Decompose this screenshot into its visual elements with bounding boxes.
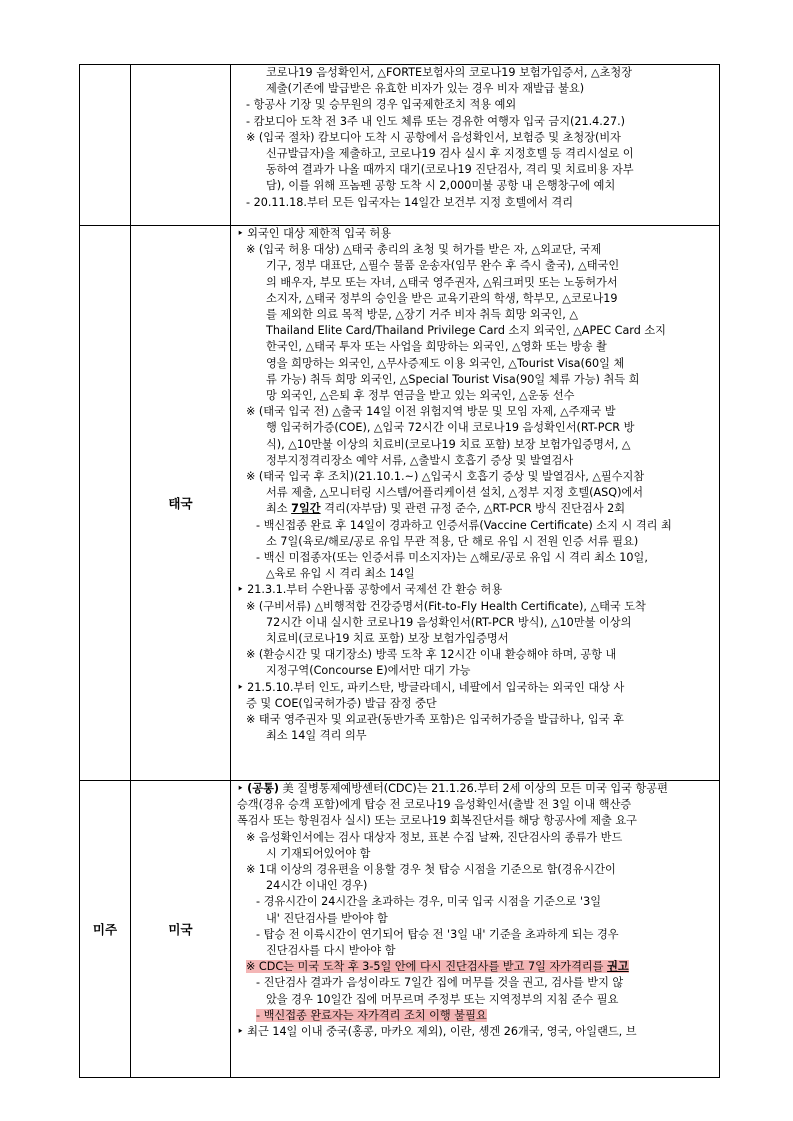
line-text: 소 7일(육로/해로/공로 유입 무관 적용, 단 해로 유입 시 전원 인증 서류 필요): [266, 534, 639, 548]
content-line: [237, 712, 715, 728]
content-line: [237, 615, 715, 631]
content-line: [237, 911, 715, 927]
line-text: - 탑승 전 이륙시간이 연기되어 탑승 전 '3일 내' 기준을 초과하게 되는 경우: [256, 927, 619, 941]
line-text: 를 제외한 의료 목적 방문, △장기 거주 비자 취득 희망 외국인, △: [266, 308, 579, 322]
content-line: [237, 927, 715, 943]
line-text: 코로나19 음성확인서, △FORTE보험사의 코로나19 보험가입증서, △초청장: [266, 66, 633, 79]
table-row: [80, 226, 720, 781]
line-text: 신규발급자)을 제출하고, 코로나19 검사 실시 후 지정호텔 등 격리시설로 이: [266, 147, 634, 161]
line-text: 최소 14일 격리 의무: [266, 729, 367, 743]
content-line: [237, 258, 715, 274]
content-line: [237, 550, 715, 566]
line-text: ※ (태국 입국 후 조치)(21.10.1.~) △입국시 호흡기 증상 및 발열검사, △필수지참: [246, 470, 645, 484]
content-line: [237, 275, 715, 291]
content-line: [237, 323, 715, 339]
line-text: 72시간 이내 실시한 코로나19 음성확인서(RT-PCR 방식), △10만불 이상의: [266, 615, 632, 629]
content-line: [237, 114, 715, 130]
line-text: ※ 1대 이상의 경유편을 이용할 경우 첫 탑승 시점을 기준으로 함(경유시간이: [246, 863, 616, 877]
content-line: [237, 404, 715, 420]
content-line: [237, 862, 715, 878]
line-text: - 백신 미접종자(또는 인증서류 미소지자)는 △해로/공로 유입 시 격리 최소 10일,: [256, 551, 648, 565]
content-line: [237, 242, 715, 258]
line-text: 격리(자부담) 및 관련 규정 준수, △RT-PCR 방식 진단검사 2회: [320, 502, 626, 516]
content-line: [237, 356, 715, 372]
content-cell: [231, 65, 720, 226]
bold-label: (공통): [247, 782, 279, 795]
content-line: [237, 797, 715, 813]
line-text: 식), △10만불 이상의 치료비(코로나19 치료 포함) 보장 보험가입증명서, △: [266, 437, 631, 451]
content-line: [237, 501, 715, 517]
content-line: [237, 1024, 715, 1040]
line-text: ※ (입국 허용 대상) △태국 총리의 초청 및 허가를 받은 자, △외교단, 국제: [246, 243, 602, 257]
content-line: [237, 631, 715, 647]
content-line: [237, 437, 715, 453]
line-text: 진단검사를 다시 받아야 함: [266, 944, 396, 958]
country-cell: [131, 65, 231, 226]
content-line: [237, 943, 715, 959]
content-line: [237, 307, 715, 323]
line-text: ‣ 외국인 대상 제한적 입국 허용: [237, 227, 392, 240]
table-row: [80, 781, 720, 1078]
content-line: [237, 680, 715, 696]
line-text: 았을 경우 10일간 집에 머무르며 주정부 또는 지역정부의 지침 준수 필요: [266, 992, 619, 1006]
content-line: [237, 1008, 715, 1024]
line-text: Thailand Elite Card/Thailand Privilege Card 소지 외국인, △APEC Card 소지: [266, 324, 666, 338]
content-line: [237, 97, 715, 113]
line-text: ‣ 최근 14일 이내 중국(홍콩, 마카오 제외), 이란, 솅겐 26개국, 영국, 아일랜드, 브: [237, 1025, 637, 1039]
content-line: [237, 534, 715, 550]
content-line: [237, 599, 715, 615]
content-line: ‣ (공통) 美 질병통제예방센터(CDC)는 21.1.26.부터 2세 이상의 모든 미국 입국 항공편: [237, 782, 668, 795]
line-text: ※ (태국 입국 전) △출국 14일 이전 위험지역 방문 및 모임 자제, △주재국 발: [246, 405, 616, 419]
content-line: [237, 846, 715, 862]
line-text: 소지자, △태국 정부의 승인을 받은 교육기관의 학생, 학부모, △코로나19: [266, 291, 618, 305]
line-text: △육로 유입 시 격리 최소 14일: [266, 567, 415, 581]
underlined-emphasis: 7일간: [291, 502, 321, 516]
content-line: [237, 959, 715, 975]
content-line: [237, 696, 715, 712]
content-line: [237, 728, 715, 744]
line-text: - 진단검사 결과가 음성이라도 7일간 집에 머무를 것을 권고, 검사를 받지 않: [256, 976, 624, 990]
content-line: [237, 146, 715, 162]
content-line: [237, 130, 715, 146]
line-text: 승객(경유 승객 포함)에게 탑승 전 코로나19 음성확인서(출발 전 3일 이내 핵산증: [237, 798, 632, 812]
content-line: [237, 485, 715, 501]
content-line: [237, 647, 715, 663]
content-line: [237, 663, 715, 679]
content-line: [237, 162, 715, 178]
country-cell: 태국: [131, 226, 231, 781]
content-line: [237, 291, 715, 307]
content-line: [237, 566, 715, 582]
content-cell: [231, 781, 720, 1078]
line-text: - 캄보디아 도착 전 3주 내 인도 체류 또는 경유한 여행자 입국 금지(21.4.27.): [246, 114, 625, 128]
line-text: 행 입국허가증(COE), △입국 72시간 이내 코로나19 음성확인서(RT-PCR 방: [266, 421, 635, 435]
line-text: 동하여 결과가 나올 때까지 대기(코로나19 진단검사, 격리 및 치료비용 자부: [266, 163, 634, 177]
content-line: [237, 469, 715, 485]
content-line: [237, 830, 715, 846]
line-text: - 백신접종 완료자는 자가격리 조치 이행 불필요: [256, 1008, 487, 1022]
content-line: [237, 518, 715, 534]
content-line: [237, 65, 715, 81]
content-line: [237, 878, 715, 894]
table-row: [80, 65, 720, 226]
content-line: [237, 372, 715, 388]
line-text: ※ 음성확인서에는 검사 대상자 정보, 표본 수집 날짜, 진단검사의 종류가 반드: [246, 830, 623, 844]
line-text: 기구, 정부 대표단, △필수 물품 운송자(임무 완수 후 즉시 출국), △태국인: [266, 259, 620, 273]
content-line: [237, 894, 715, 910]
line-text: 담), 이를 위해 프놈펜 공항 도착 시 2,000미불 공항 내 은행창구에 예치: [266, 179, 616, 193]
line-text: - 경유시간이 24시간을 초과하는 경우, 미국 입국 시점을 기준으로 '3일: [256, 895, 602, 909]
content-line: [237, 81, 715, 97]
region-cell: [80, 65, 131, 226]
line-text: 류 가능) 취득 희망 외국인, △Special Tourist Visa(90일 체류 가능) 취득 희: [266, 372, 640, 386]
line-text: ‣ 21.3.1.부터 수완나품 공항에서 국제선 간 환승 허용: [237, 583, 503, 597]
line-text: 한국인, △태국 투자 또는 사업을 희망하는 외국인, △영화 또는 방송 촬: [266, 340, 607, 354]
content-line: [237, 178, 715, 194]
content-line: [237, 339, 715, 355]
line-text: 시 기재되어있어야 함: [266, 846, 371, 860]
travel-restriction-table: [79, 64, 720, 1078]
region-cell: 미주: [80, 781, 131, 1078]
content-line: [237, 453, 715, 469]
line-text: 의 배우자, 부모 또는 자녀, △태국 영주권자, △워크퍼밋 또는 노동허가서: [266, 275, 618, 289]
line-text: 망 외국인, △은퇴 후 정부 연금을 받고 있는 외국인, △운동 선수: [266, 389, 575, 403]
content-line: [237, 582, 715, 598]
content-line: [237, 226, 715, 242]
line-text: ※ (환승시간 및 대기장소) 방콕 도착 후 12시간 이내 환승해야 하며, 공항 내: [246, 648, 617, 662]
line-text: 제출(기존에 발급받은 유효한 비자가 있는 경우 비자 재발급 불요): [266, 82, 585, 96]
line-text: 서류 제출, △모니터링 시스템/어플리케이션 설치, △정부 지정 호텔(ASQ)에서: [266, 486, 644, 500]
country-cell: 미국: [131, 781, 231, 1078]
content-cell: [231, 226, 720, 781]
line-text: 美 질병통제예방센터(CDC)는 21.1.26.부터 2세 이상의 모든 미국 입국 항공편: [279, 782, 668, 795]
line-prefix: ※ CDC는 미국 도착 후 3-5일 안에 다시 진단검사를 받고 7일 자가격리를: [246, 960, 608, 974]
line-text: - 항공사 기장 및 승무원의 경우 입국제한조치 적용 예외: [246, 98, 517, 112]
line-text: 내' 진단검사를 받아야 함: [266, 911, 388, 925]
content-line: [237, 975, 715, 991]
line-text: 지정구역(Concourse E)에서만 대기 가능: [266, 664, 471, 678]
line-text: 치료비(코로나19 치료 포함) 보장 보험가입증명서: [266, 632, 509, 646]
line-text: 영을 희망하는 외국인, △무사증제도 이용 외국인, △Tourist Visa(60일 체: [266, 356, 625, 370]
content-line: [237, 420, 715, 436]
content-line: [237, 195, 715, 211]
region-cell: [80, 226, 131, 781]
line-text: - 20.11.18.부터 모든 입국자는 14일간 보건부 지정 호텔에서 격리: [246, 195, 574, 209]
content-line: [237, 813, 715, 829]
line-text: ‣ 21.5.10.부터 인도, 파키스탄, 방글라데시, 네팔에서 입국하는 외국인 대상 사: [237, 680, 625, 694]
line-text: ※ (입국 절차) 캄보디아 도착 시 공항에서 음성확인서, 보험증 및 초청장(비자: [246, 130, 621, 144]
line-text: ※ (구비서류) △비행적합 건강증명서(Fit-to-Fly Health Certificate), △태국 도착: [246, 599, 646, 613]
line-text: 폭검사 또는 항원검사 실시) 또는 코로나19 회복진단서를 해당 항공사에 제출 요구: [237, 814, 637, 828]
content-line: [237, 992, 715, 1008]
line-text: - 백신접종 완료 후 14일이 경과하고 인증서류(Vaccine Certificate) 소지 시 격리 최: [256, 518, 672, 532]
line-prefix: 최소: [266, 502, 292, 516]
line-text: 24시간 이내인 경우): [266, 879, 368, 893]
underlined-emphasis: 권고: [607, 960, 629, 974]
line-text: ※ 태국 영주권자 및 외교관(동반가족 포함)은 입국허가증을 발급하나, 입국 후: [246, 713, 624, 727]
line-text: 정부지정격리장소 예약 서류, △출발시 호흡기 증상 및 발열검사: [266, 453, 574, 467]
content-line: [237, 388, 715, 404]
line-text: 증 및 COE(입국허가증) 발급 잠정 중단: [246, 696, 437, 710]
